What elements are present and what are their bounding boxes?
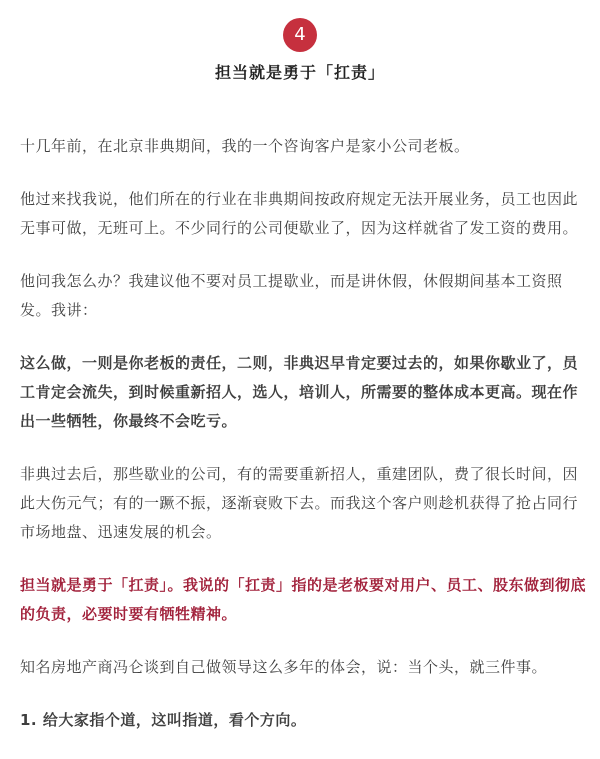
section-title: 担当就是勇于「扛责」 bbox=[214, 63, 385, 82]
paragraph-point-one: 1. 给大家指个道，这叫指道，看个方向。 bbox=[20, 711, 307, 729]
paragraph-outcome: 非典过去后，那些歇业的公司，有的需要重新招人，重建团队，费了很长时间，因此大伤元气；有的一蹶不振，逐渐衰败下去。而我这个客户则趁机获得了抢占同行市场地盘、迅速发展的机会。 bbox=[20, 465, 579, 541]
paragraph-advice: 他问我怎么办？我建议他不要对员工提歇业，而是讲休假，休假期间基本工资照发。我讲： bbox=[20, 272, 563, 319]
paragraph-key-point: 担当就是勇于「扛责」。我说的「扛责」指的是老板要对用户、员工、股东做到彻底的负责，必要时要有牺牲精神。 bbox=[20, 576, 587, 623]
article-body bbox=[20, 132, 586, 759]
paragraph-intro: 十几年前，在北京非典期间，我的一个咨询客户是家小公司老板。 bbox=[20, 137, 470, 155]
paragraph-client-situation: 他过来找我说，他们所在的行业在非典期间按政府规定无法开展业务，员工也因此无事可做，无班可上。不少同行的公司便歇业了，因为这样就省了发工资的费用。 bbox=[20, 190, 579, 237]
section-number-badge: 4 bbox=[283, 18, 317, 52]
paragraph-feng-lun: 知名房地产商冯仑谈到自己做领导这么多年的体会，说：当个头，就三件事。 bbox=[20, 658, 548, 676]
paragraph-advice-quote: 这么做，一则是你老板的责任，二则，非典迟早肯定要过去的，如果你歇业了，员工肯定会流失，到时候重新招人，选人，培训人，所需要的整体成本更高。现在作出一些牺牲，你最终不会吃亏。 bbox=[20, 354, 579, 430]
section-header bbox=[0, 18, 600, 83]
